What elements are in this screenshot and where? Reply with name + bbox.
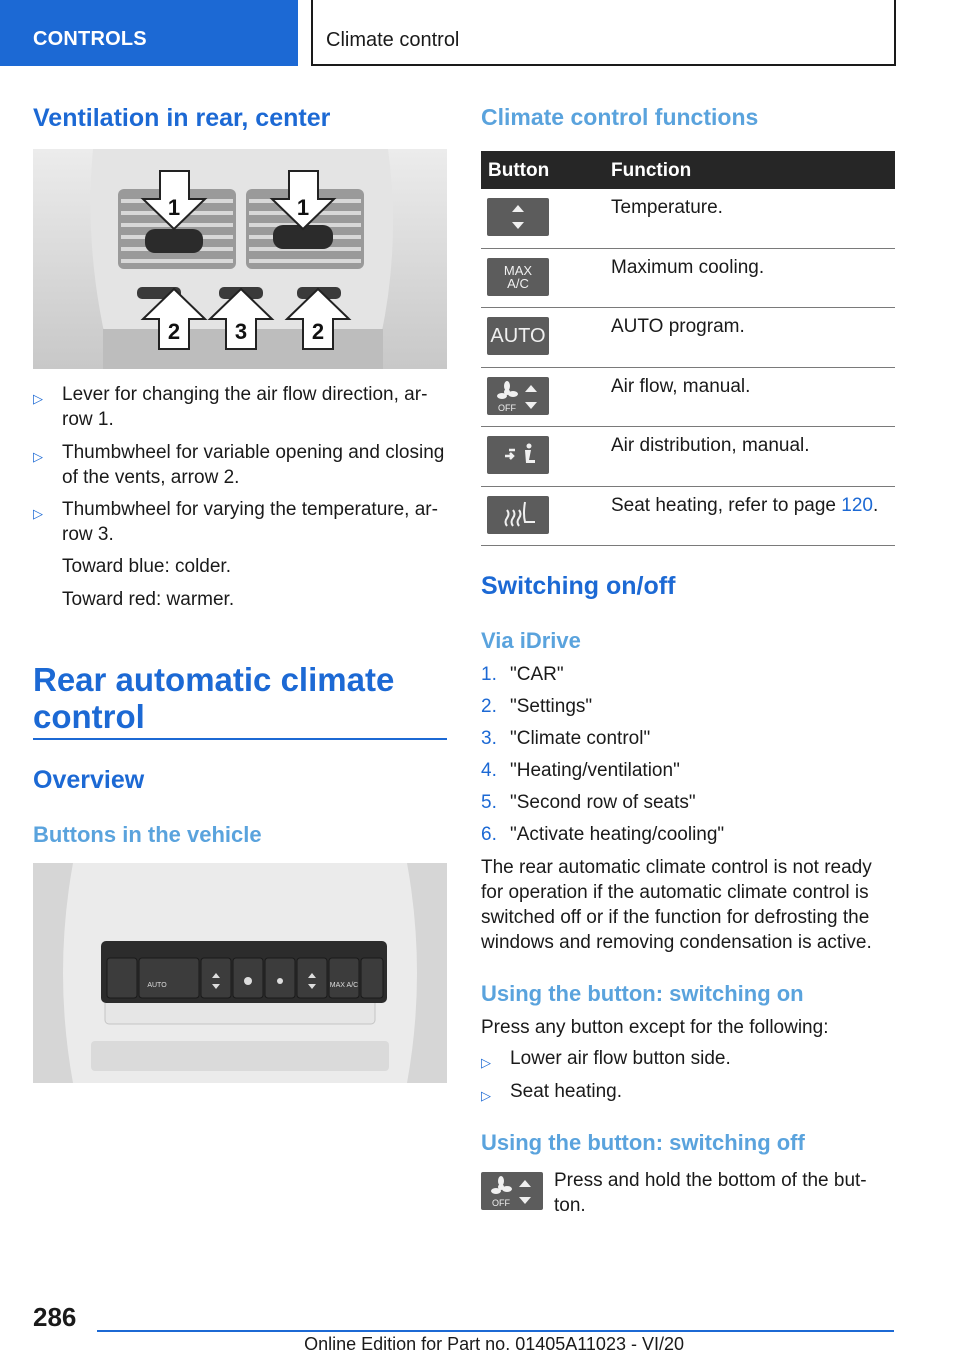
section-label: CONTROLS [33, 28, 147, 50]
switch-on-heading: Using the button: switching on [481, 981, 804, 1006]
footer-edition: Online Edition for Part no. 01405A11023 - VI/20 [304, 1334, 684, 1354]
page-120-link[interactable]: 120 [841, 494, 873, 516]
vent-item-1: ▷ Lever for changing the air flow direction, ar‐ row 1. [33, 384, 428, 430]
triangle-bullet-icon: ▷ [33, 506, 43, 521]
switching-heading: Switching on/off [481, 572, 676, 600]
ventilation-heading: Ventilation in rear, center [33, 104, 331, 132]
chapter-label: Climate control [326, 29, 460, 51]
triangle-bullet-icon: ▷ [481, 1055, 491, 1070]
col-function-header: Function [611, 160, 692, 181]
fan-off-arrows-icon [481, 1172, 543, 1210]
rear-control-panel-illustration [33, 863, 447, 1083]
table-row: MAX A/C Maximum cooling. [481, 249, 895, 309]
switch-on-item-1: ▷ Lower air flow button side. [481, 1046, 895, 1072]
callout-1a: 1 [167, 195, 181, 220]
overview-heading: Overview [33, 766, 145, 794]
toward-blue-text: Toward blue: colder. [62, 556, 231, 577]
table-row: Temperature. [481, 189, 895, 249]
switch-on-item-2: ▷ Seat heating. [481, 1079, 895, 1105]
functions-heading: Climate control functions [481, 104, 759, 130]
svg-text:OFF: OFF [498, 402, 516, 413]
rear-vents-photo [33, 149, 447, 369]
seat-heating-icon [487, 496, 549, 534]
auto-icon: AUTO [487, 317, 549, 355]
panel-maxac-label: MAX A/C [329, 982, 359, 989]
triangle-bullet-icon: ▷ [33, 449, 43, 464]
rear-vents-illustration [33, 149, 447, 369]
toward-red-text: Toward red: warmer. [62, 589, 235, 610]
heading-rule [33, 738, 447, 740]
buttons-vehicle-heading: Buttons in the vehicle [33, 822, 262, 847]
chapter-tab [311, 0, 896, 66]
rear-climate-heading: Rear automatic climate control [33, 661, 395, 735]
svg-text:OFF: OFF [492, 1198, 510, 1208]
triangle-bullet-icon: ▷ [33, 391, 43, 406]
callout-2b: 2 [311, 319, 325, 344]
triangle-bullet-icon: ▷ [481, 1088, 491, 1103]
col-button-header: Button [488, 160, 550, 181]
control-panel-photo [33, 863, 447, 1083]
table-row: Seat heating, refer to page 120. [481, 487, 895, 547]
vent-item-3: ▷ Thumbwheel for varying the temperature, ar‐ row 3. [33, 499, 438, 545]
section-tab [0, 0, 298, 66]
switch-off-text: Press and hold the bottom of the but‐ ton. [554, 1170, 867, 1216]
panel-auto-label: AUTO [147, 982, 167, 989]
vent-item-2: ▷ Thumbwheel for variable opening and closing of the vents, arrow 2. [33, 442, 445, 488]
switch-off-heading: Using the button: switching off [481, 1130, 805, 1155]
via-idrive-heading: Via iDrive [481, 628, 581, 653]
switch-on-text: Press any button except for the following: [481, 1017, 829, 1038]
table-header [481, 151, 895, 189]
idrive-steps-list: 1. "CAR" 2. "Settings" 3. "Climate control" 4. "Heating/ventilation" 5. "Second row of seats" 6. "Activate heating/cooling" [481, 664, 725, 845]
callout-2a: 2 [167, 319, 181, 344]
functions-table [481, 151, 895, 546]
callout-3: 3 [234, 319, 248, 344]
max-ac-icon: MAX A/C [487, 258, 549, 296]
page-number: 286 [33, 1302, 77, 1332]
table-row: AUTO AUTO program. [481, 308, 895, 368]
temperature-arrows-icon [487, 198, 549, 236]
footer-rule [97, 1330, 894, 1332]
table-row: OFF Air flow, manual. [481, 368, 895, 428]
air-distribution-icon [487, 436, 549, 474]
table-row: Air distribution, manual. [481, 427, 895, 487]
callout-1b: 1 [296, 195, 310, 220]
not-ready-text: The rear automatic climate control is not ready for operation if the automatic climate control is switched off or if the function for defrosting the windows and removing condensation is active. [481, 857, 872, 953]
fan-off-arrows-icon [487, 377, 549, 415]
